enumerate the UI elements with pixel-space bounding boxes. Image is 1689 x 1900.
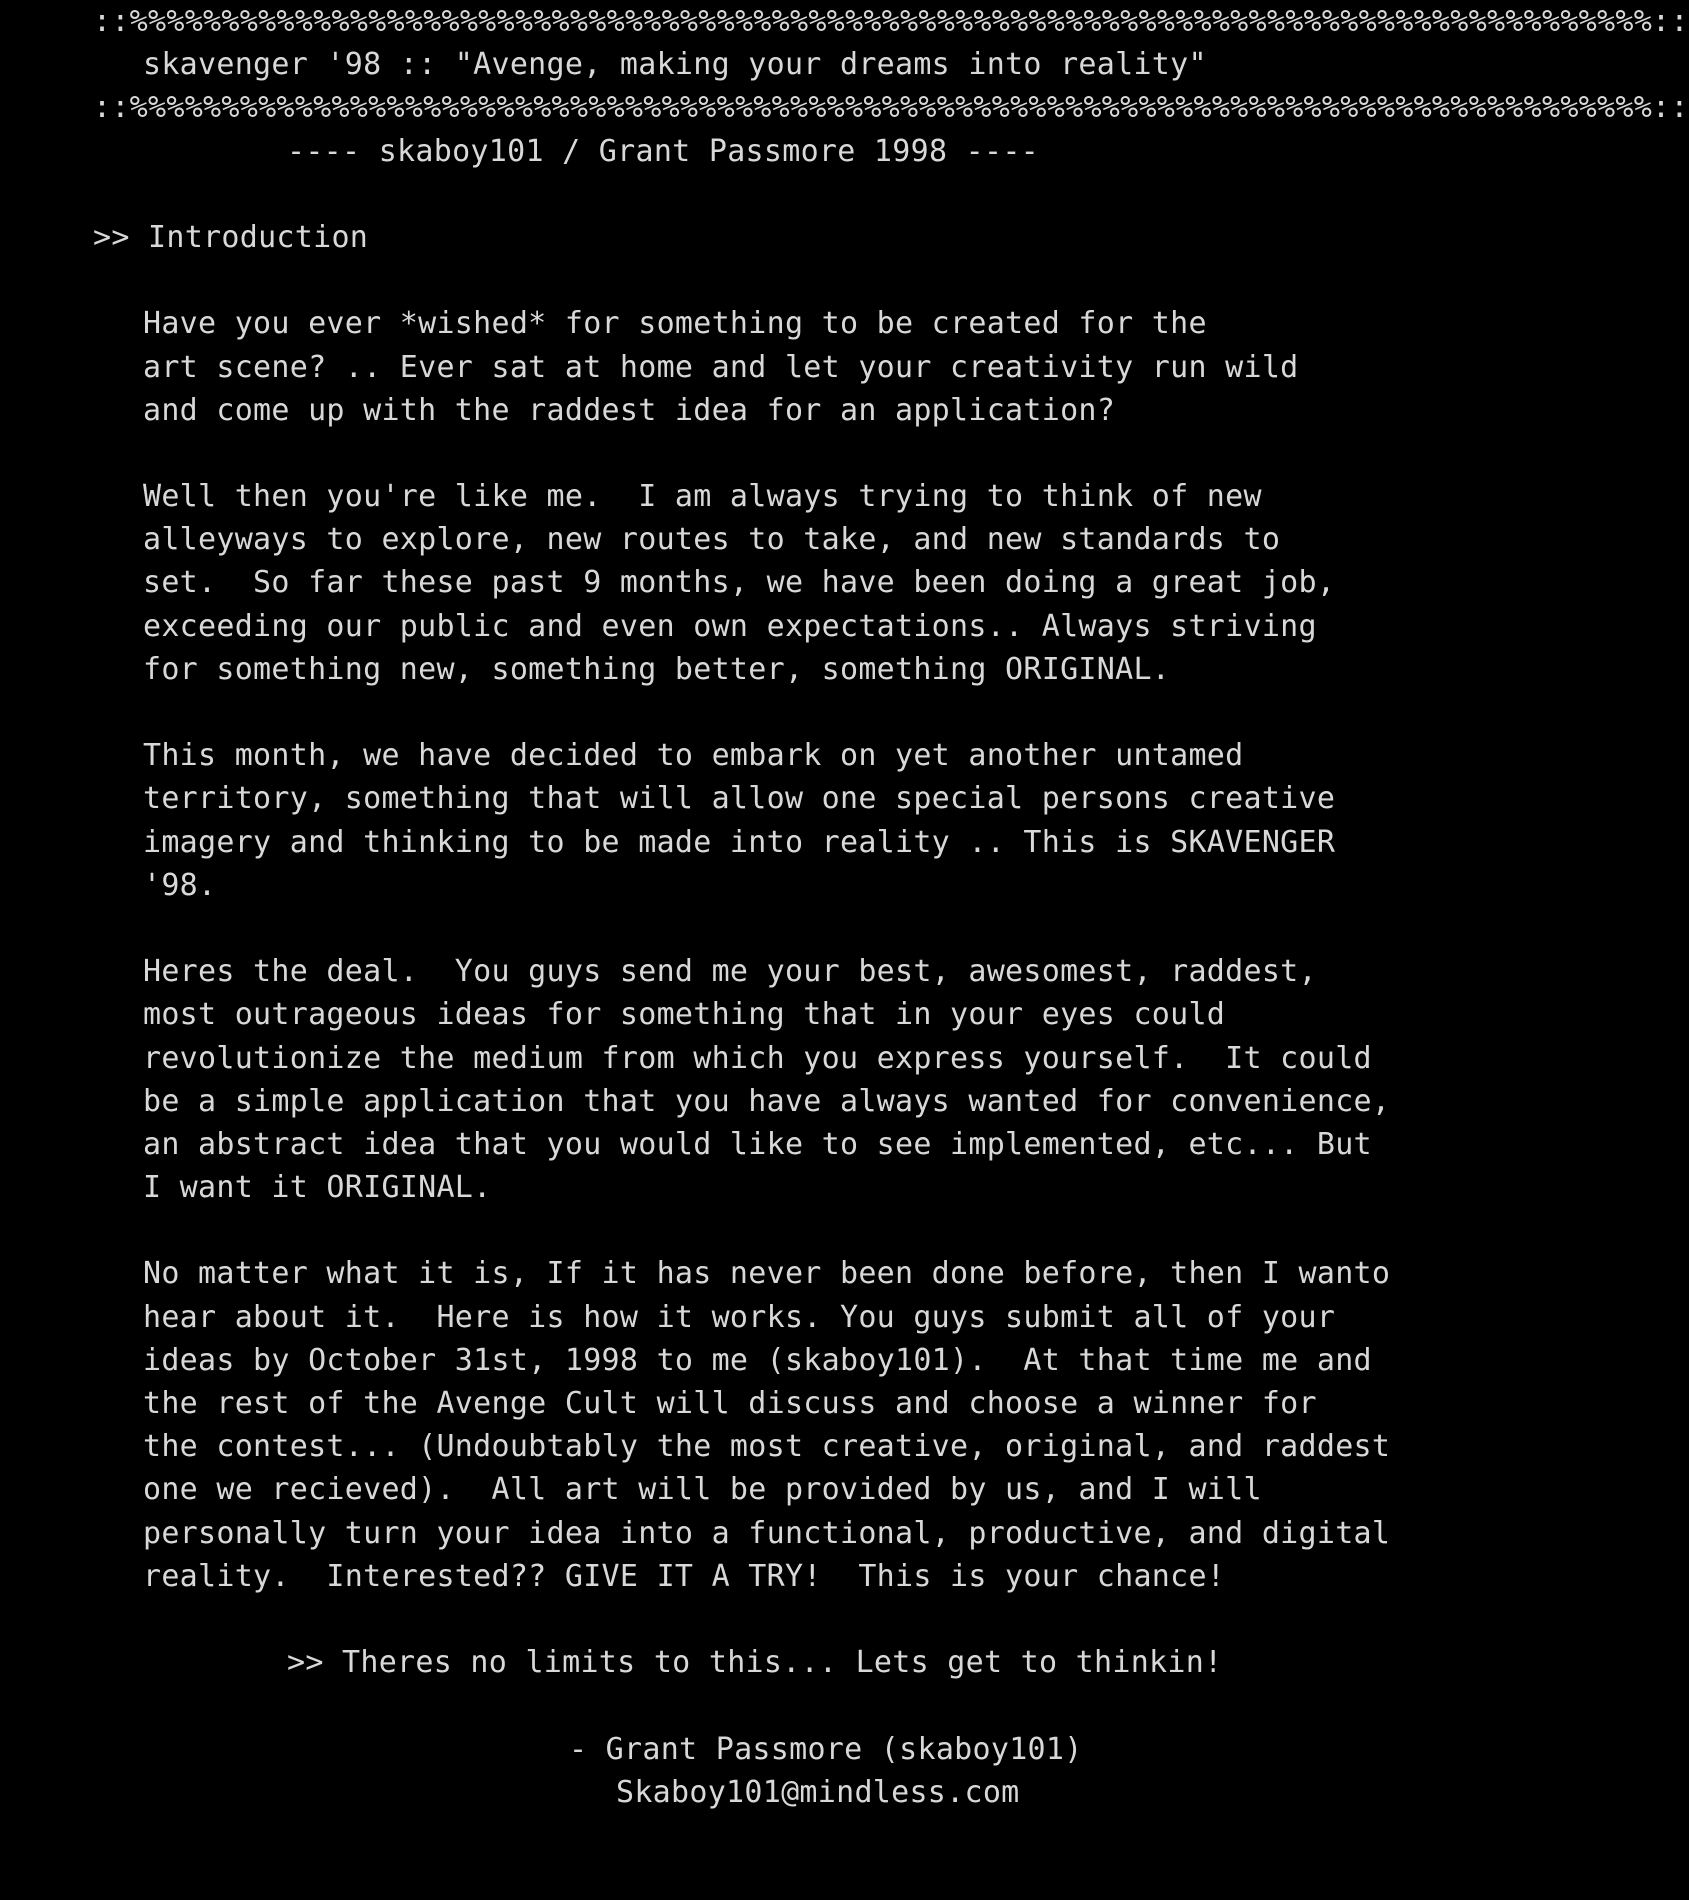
paragraph-line: Heres the deal. You guys send me your best, awesomest, raddest, [143, 954, 1317, 990]
closing-tagline: >> Theres no limits to this... Lets get to thinkin! [287, 1645, 1223, 1681]
blank-line [93, 1598, 1440, 1641]
paragraph-line: reality. Interested?? GIVE IT A TRY! This is your chance! [143, 1558, 1226, 1594]
paragraph-line: personally turn your idea into a functional, productive, and digital [143, 1515, 1391, 1551]
blank-line [93, 432, 1440, 475]
paragraph-line: imagery and thinking to be made into reality .. This is SKAVENGER [143, 824, 1336, 860]
paragraph-line: most outrageous ideas for something that in your eyes could [143, 997, 1226, 1033]
paragraph-line: the contest... (Undoubtably the most creative, original, and raddest [143, 1429, 1391, 1465]
author-signature: - Grant Passmore (skaboy101) [569, 1731, 1083, 1767]
section-heading: >> Introduction [93, 219, 369, 255]
paragraph-line: Have you ever *wished* for something to be created for the [143, 306, 1207, 342]
paragraph-line: revolutionize the medium from which you express yourself. It could [143, 1040, 1372, 1076]
paragraph-line: alleyways to explore, new routes to take, and new standards to [143, 522, 1281, 558]
paragraph-line: I want it ORIGINAL. [143, 1170, 492, 1206]
paragraph-line: an abstract idea that you would like to see implemented, etc... But [143, 1126, 1372, 1162]
paragraph-line: Well then you're like me. I am always trying to think of new [143, 479, 1262, 515]
banner-title: skavenger '98 :: "Avenge, making your dreams into reality" [143, 47, 1207, 83]
paragraph-line: No matter what it is, If it has never been done before, then I wanto [143, 1256, 1391, 1292]
banner-top-border: ::%%%%%%%%%%%%%%%%%%%%%%%%%%%%%%%%%%%%%%%%%%%%%%%%%%%%%%%%%%%%%%%%%%%%%%%%%%%%%%%%%%%:: [93, 4, 1689, 39]
paragraph-line: art scene? .. Ever sat at home and let your creativity run wild [143, 349, 1299, 385]
blank-line [93, 907, 1440, 950]
paragraph-line: set. So far these past 9 months, we have been doing a great job, [143, 565, 1336, 601]
paragraph-line: one we recieved). All art will be provided by us, and I will [143, 1472, 1262, 1508]
blank-line [93, 691, 1440, 734]
banner-bottom-border: ::%%%%%%%%%%%%%%%%%%%%%%%%%%%%%%%%%%%%%%%%%%%%%%%%%%%%%%%%%%%%%%%%%%%%%%%%%%%%%%%%%%%:: [93, 90, 1689, 126]
paragraph-line: territory, something that will allow one special persons creative [143, 781, 1336, 817]
blank-line [93, 1684, 1440, 1727]
paragraph-line: ideas by October 31st, 1998 to me (skaboy101). At that time me and [143, 1342, 1372, 1378]
paragraph-line: for something new, something better, something ORIGINAL. [143, 651, 1171, 687]
blank-line [93, 1209, 1440, 1252]
paragraph-line: hear about it. Here is how it works. You guys submit all of your [143, 1299, 1336, 1335]
author-email: Skaboy101@mindless.com [616, 1774, 1020, 1810]
paragraph-line: the rest of the Avenge Cult will discuss and choose a winner for [143, 1386, 1317, 1421]
blank-line [93, 173, 1440, 216]
paragraph-line: This month, we have decided to embark on yet another untamed [143, 738, 1244, 774]
blank-line [93, 259, 1440, 302]
paragraph-line: exceeding our public and even own expectations.. Always striving [143, 608, 1317, 644]
paragraph-line: '98. [143, 867, 217, 903]
paragraph-line: and come up with the raddest idea for an application? [143, 392, 1116, 428]
paragraph-line: be a simple application that you have always wanted for convenience, [143, 1083, 1391, 1119]
author-credit: ---- skaboy101 / Grant Passmore 1998 ---- [287, 133, 1040, 169]
